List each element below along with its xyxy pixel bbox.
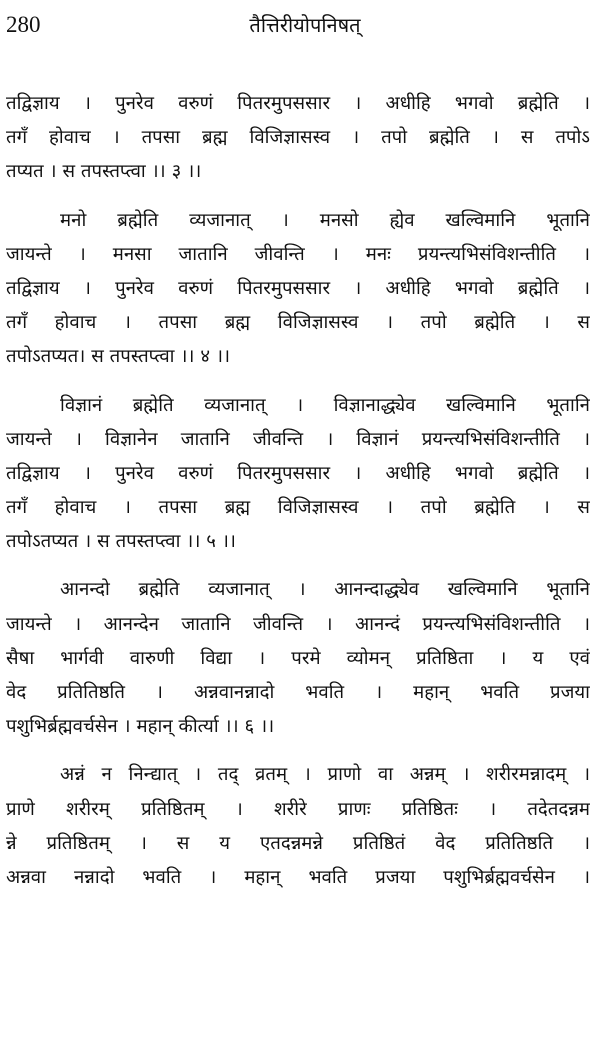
text-line: तप्यत । स तपस्तप्त्वा ।। ३ ।। [6, 161, 202, 183]
text-line: तगँ होवाच । तपसा ब्रह्म विजिज्ञासस्व । तपो ब्रह्मेति । स तपोऽ [6, 127, 590, 149]
paragraph-4 [6, 204, 590, 375]
text-line: तगँ होवाच । तपसा ब्रह्म विजिज्ञासस्व । तपो ब्रह्मेति । स [6, 312, 590, 334]
text-line: तद्विज्ञाय । पुनरेव वरुणं पितरमुपससार । अधीहि भगवो ब्रह्मेति । [6, 93, 590, 114]
text-line: आनन्दो ब्रह्मेति व्यजानात् । आनन्दाद्ध्येव खल्विमानि भूतानि [60, 579, 590, 601]
text-line: तपोऽतप्यत। स तपस्तप्त्वा ।। ४ ।। [6, 346, 231, 368]
text-line: तपोऽतप्यत । स तपस्तप्त्वा ।। ५ ।। [6, 531, 236, 553]
text-line: सैषा भार्गवी वारुणी विद्या । परमे व्योमन् प्रतिष्ठिता । य एवं [6, 647, 590, 669]
page-number: 280 [6, 12, 41, 37]
text-line: तद्विज्ञाय । पुनरेव वरुणं पितरमुपससार । अधीहि भगवो ब्रह्मेति । [6, 462, 590, 484]
paragraph-5 [6, 389, 590, 560]
text-line: वेद प्रतितिष्ठति । अन्नवानन्नादो भवति । महान् भवति प्रजया [6, 682, 590, 703]
text-line: तगँ होवाच । तपसा ब्रह्म विजिज्ञासस्व । तपो ब्रह्मेति । स [6, 497, 590, 519]
text-line: जायन्ते । आनन्देन जातानि जीवन्ति । आनन्दं प्रयन्त्यभिसंविशन्तीति । [6, 613, 590, 635]
text-line: अन्नवा नन्नादो भवति । महान् भवति प्रजया पशुभिर्ब्रह्मवर्चसेन । [6, 866, 590, 888]
text-line: पशुभिर्ब्रह्मवर्चसेन । महान् कीर्त्या ।। ६ ।। [6, 716, 275, 738]
running-title: तैत्तिरीयोपनिषत् [249, 13, 361, 37]
paragraph-3 [6, 87, 590, 190]
text-line: न्ने प्रतिष्ठितम् । स य एतदन्नमन्ने प्रतिष्ठितं वेद प्रतितिष्ठति । [6, 832, 590, 854]
text-line: तद्विज्ञाय । पुनरेव वरुणं पितरमुपससार । अधीहि भगवो ब्रह्मेति । [6, 277, 590, 299]
text-line: मनो ब्रह्मेति व्यजानात् । मनसो ह्येव खल्विमानि भूतानि [60, 209, 590, 231]
text-line: जायन्ते । मनसा जातानि जीवन्ति । मनः प्रयन्त्यभिसंविशन्तीति । [6, 243, 590, 265]
paragraph-6 [6, 573, 590, 744]
verse-text-body [6, 87, 590, 909]
text-line: विज्ञानं ब्रह्मेति व्यजानात् । विज्ञानाद्ध्येव खल्विमानि भूतानि [60, 394, 590, 416]
text-line: प्राणे शरीरम् प्रतिष्ठितम् । शरीरे प्राणः प्रतिष्ठितः । तदेतदन्नम [6, 798, 590, 820]
text-line: जायन्ते । विज्ञानेन जातानि जीवन्ति । विज्ञानं प्रयन्त्यभिसंविशन्तीति । [6, 428, 590, 450]
paragraph-7 [6, 758, 590, 895]
text-line: अन्नं न निन्द्यात् । तद् व्रतम् । प्राणो वा अन्नम् । शरीरमन्नादम् । [60, 764, 590, 786]
